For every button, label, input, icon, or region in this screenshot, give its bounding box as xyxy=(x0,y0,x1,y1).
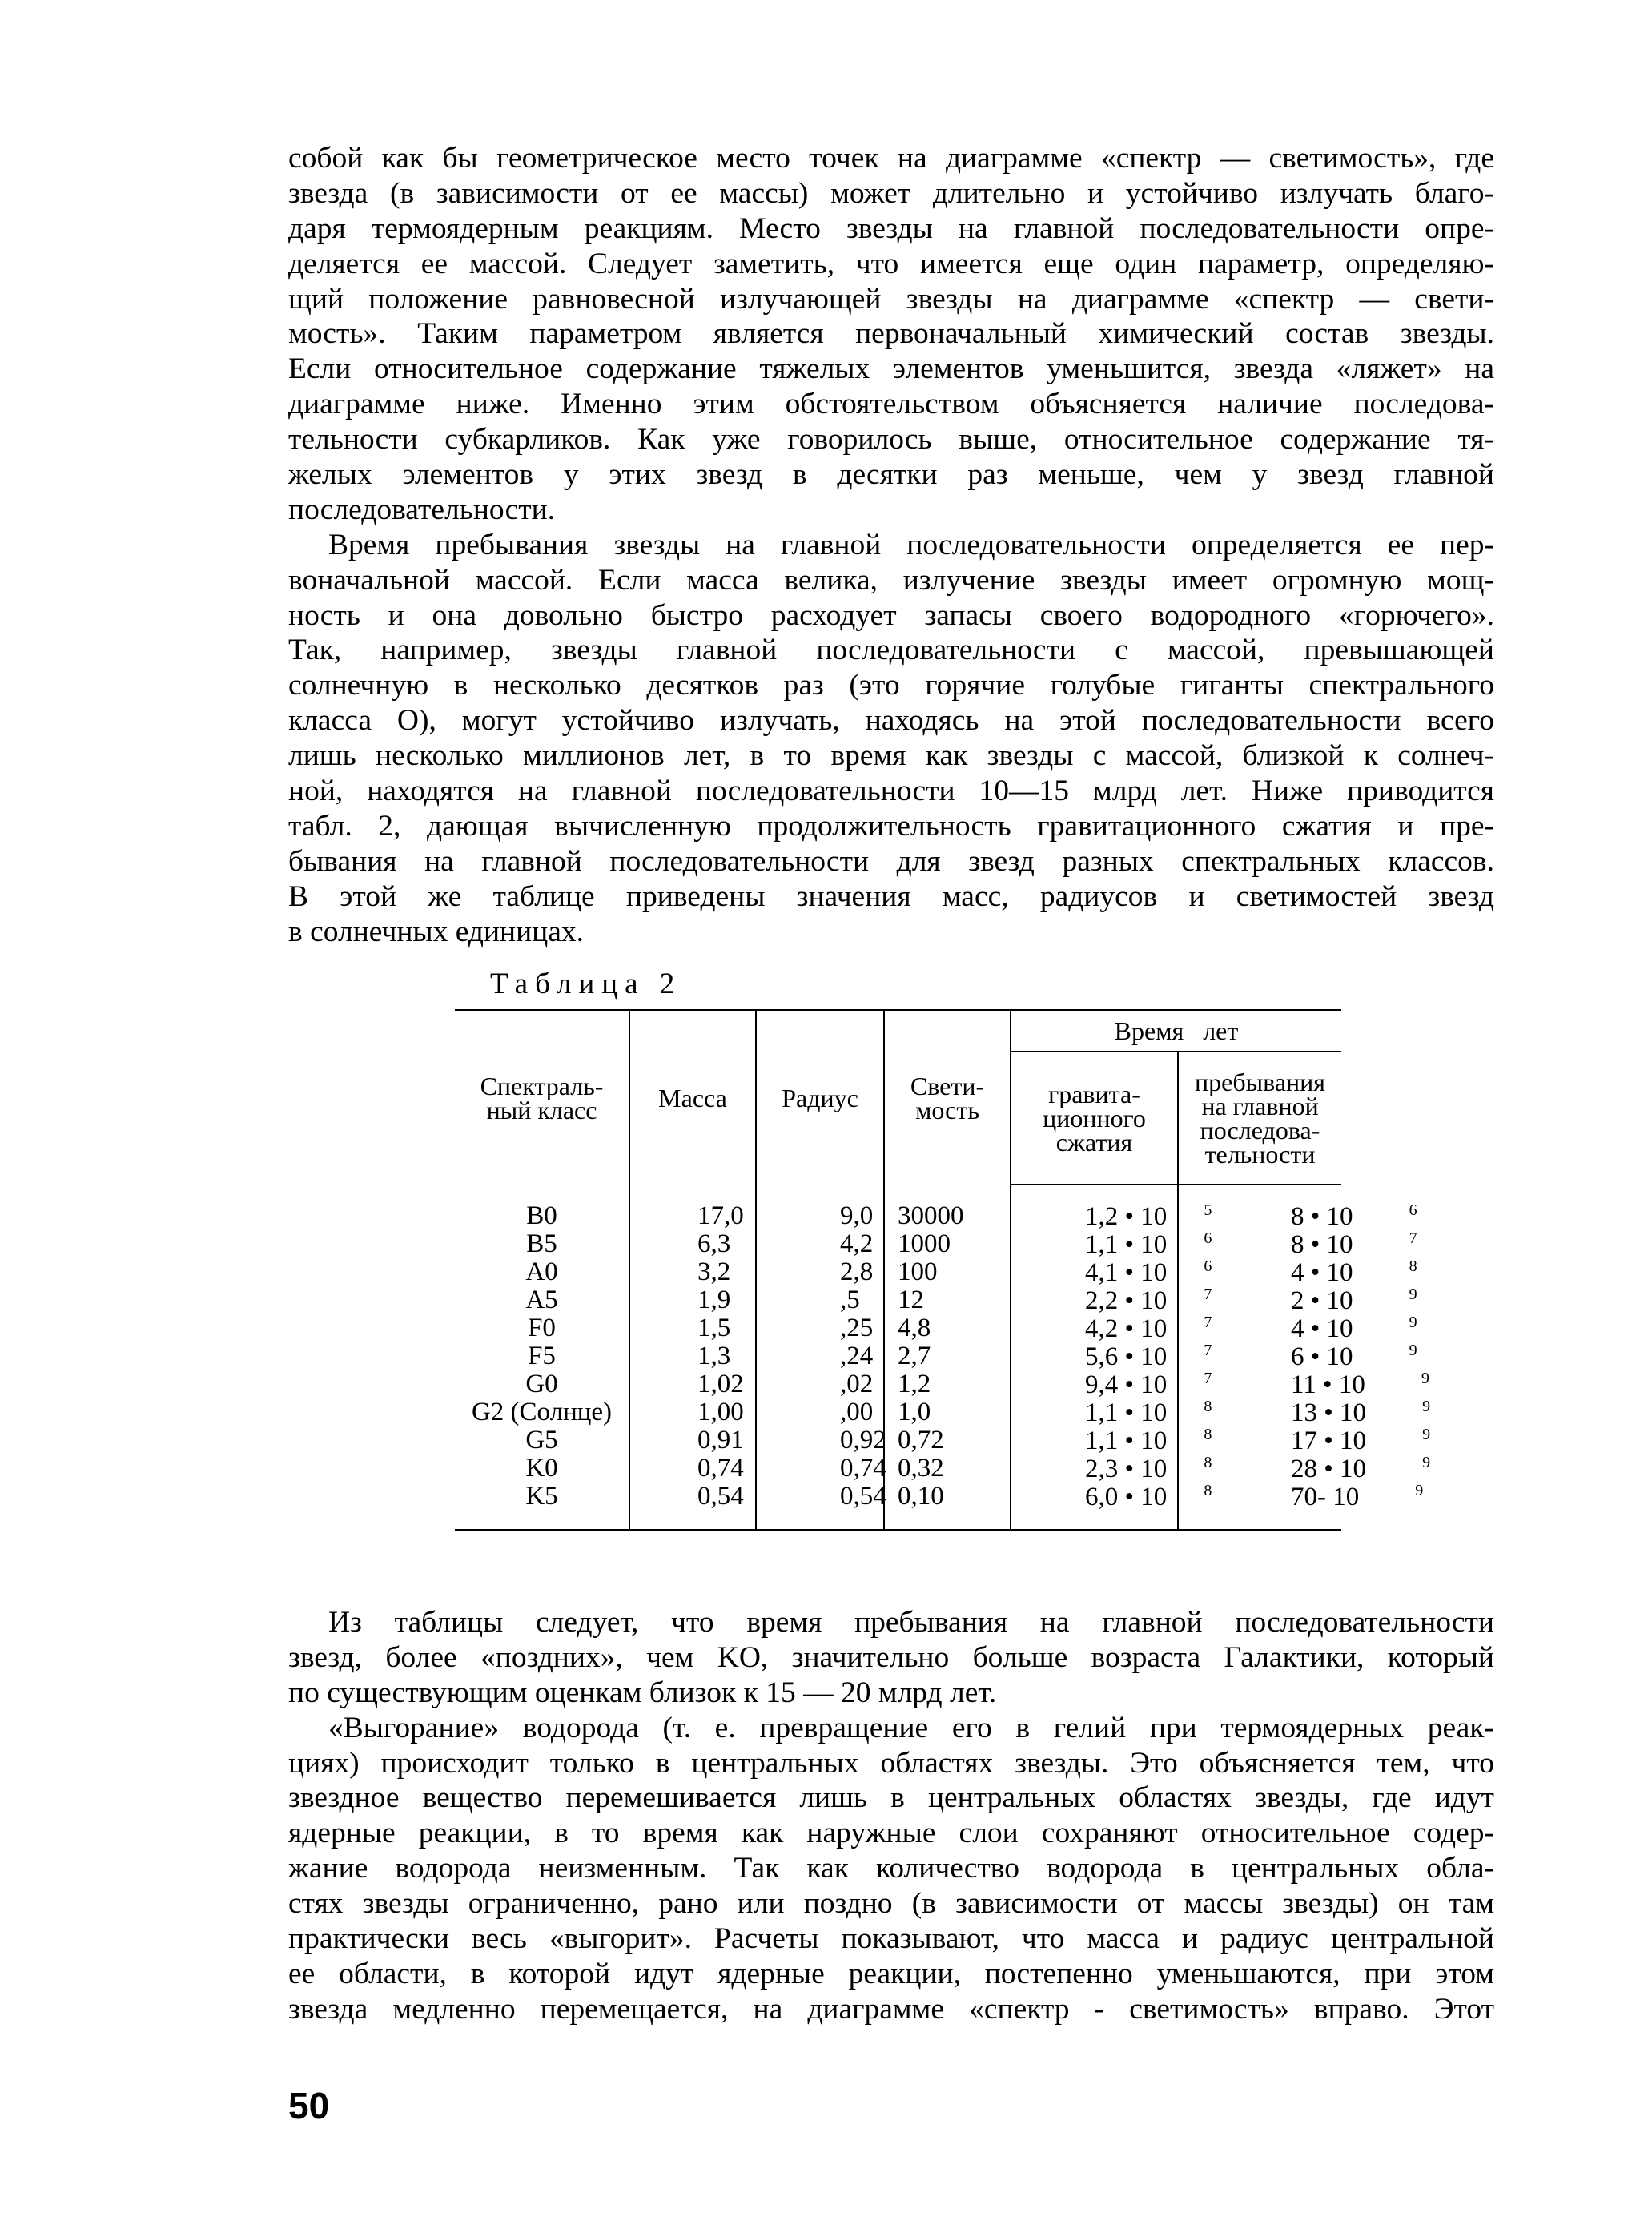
text-line: табл. 2, дающая вычисленную продолжительность гравитационного сжатия и пре- xyxy=(288,809,1494,843)
table-cell: 4,2 xyxy=(840,1229,874,1258)
table-caption: Таблица 2 xyxy=(490,968,682,1000)
header-main-sequence: пребывания на главной последова- тельности xyxy=(1178,1052,1341,1185)
table-cell: 4 • 10 $^8$ xyxy=(1291,1257,1417,1287)
text-line: звездное вещество перемешивается лишь в центральных областях звезды, где идут xyxy=(288,1781,1494,1815)
table-cell: 0,74 xyxy=(840,1454,886,1483)
table-cell: ,5 xyxy=(840,1285,860,1314)
header-luminosity: Свети- мость xyxy=(884,1010,1011,1185)
body-text-top xyxy=(288,141,1494,949)
table-cell: 0,54 xyxy=(697,1482,744,1511)
column-radius xyxy=(756,1185,884,1530)
table-cell: G2 (Солнце) xyxy=(471,1398,613,1426)
text-line: ность и она довольно быстро расходует запасы своего водородного «горючего». xyxy=(288,598,1494,632)
text-line: Если относительное содержание тяжелых элементов уменьшится, звезда «ляжет» на xyxy=(288,352,1494,386)
table-cell: 8 • 10 $^6$ xyxy=(1291,1201,1417,1231)
text-line: стях звезды ограниченно, рано или поздно (в зависимости от массы звезды) он там xyxy=(288,1887,1494,1921)
text-line: солнечную в несколько десятков раз (это горячие голубые гиганты спектрального xyxy=(288,669,1494,702)
table-cell: 9,0 xyxy=(840,1201,874,1230)
table-cell: 3,2 xyxy=(697,1257,731,1286)
table-cell: 4 • 10 $^9$ xyxy=(1291,1314,1417,1343)
table-cell: 4,2 • 10 $^7$ xyxy=(1085,1314,1212,1343)
table-cell: K0 xyxy=(525,1454,558,1483)
table-cell: ,24 xyxy=(840,1342,874,1370)
text-line: звезда (в зависимости от ее массы) может длительно и устойчиво излучать благо- xyxy=(288,176,1494,210)
table-cell: 1,3 xyxy=(697,1342,731,1370)
table-cell: 1,1 • 10 $^6$ xyxy=(1085,1229,1212,1259)
table-cell: 1,9 xyxy=(697,1285,731,1314)
table-cell: 0,91 xyxy=(697,1426,744,1454)
text-line: «Выгорание» водорода (т. е. превращение его в гелий при термоядерных реак- xyxy=(328,1711,1494,1744)
table-cell: G5 xyxy=(525,1426,558,1454)
column-gravitational-contraction xyxy=(1011,1185,1212,1530)
column-luminosity xyxy=(884,1185,1011,1530)
header-radius: Радиус xyxy=(756,1010,884,1185)
header-mass: Масса xyxy=(629,1010,756,1185)
text-line: звезд, более «поздних», чем KO, значительно больше возраста Галактики, который xyxy=(288,1640,1494,1674)
table-cell: 1,1 • 10 $^8$ xyxy=(1085,1426,1212,1455)
table-cell: 4,1 • 10 $^6$ xyxy=(1085,1257,1212,1287)
table-cell: 1,1 • 10 $^8$ xyxy=(1085,1398,1212,1427)
text-line: в солнечных единицах. xyxy=(288,915,584,948)
star-parameters-table xyxy=(455,1009,1431,1531)
text-line: желых элементов у этих звезд в десятки раз меньше, чем у звезд главной xyxy=(288,458,1494,492)
table-cell: A5 xyxy=(525,1285,558,1314)
text-line: практически весь «выгорит». Расчеты показывают, что масса и радиус центральной xyxy=(288,1922,1494,1956)
table-cell: 1,2 xyxy=(898,1370,931,1398)
table-cell: 13 • 10 $^9$ xyxy=(1291,1398,1431,1427)
text-line: класса О), могут устойчиво излучать, находясь на этой последовательности всего xyxy=(288,704,1494,738)
text-line: бывания на главной последовательности для звезд разных спектральных классов. xyxy=(288,844,1494,878)
table-cell: ,00 xyxy=(840,1398,874,1426)
text-line: циях) происходит только в центральных областях звезды. Это объясняется тем, что xyxy=(288,1746,1494,1780)
table-cell: 17,0 xyxy=(697,1201,744,1230)
table-cell: 2,8 xyxy=(840,1257,874,1286)
table-cell: 6,0 • 10 $^8$ xyxy=(1085,1482,1212,1511)
paragraph xyxy=(288,141,1494,528)
table-cell: ,02 xyxy=(840,1370,874,1398)
table-cell: A0 xyxy=(525,1257,558,1286)
text-line: лишь несколько миллионов лет, в то время как звезды с массой, близкой к солнеч- xyxy=(288,739,1494,773)
text-line: мость». Таким параметром является первоначальный химический состав звезды. xyxy=(288,317,1494,351)
text-line: щий положение равновесной излучающей звезды на диаграмме «спектр — свети- xyxy=(288,282,1494,316)
table-cell: 0,32 xyxy=(898,1454,944,1483)
paragraph xyxy=(288,1711,1494,2027)
table-cell: 6 • 10 $^9$ xyxy=(1291,1342,1417,1371)
text-line: ной, находятся на главной последовательности 10—15 млрд лет. Ниже приводится xyxy=(288,775,1494,808)
text-line: диаграмме ниже. Именно этим обстоятельством объясняется наличие последова- xyxy=(288,388,1494,421)
table-cell: 30000 xyxy=(898,1201,964,1230)
table-cell: 2,2 • 10 $^7$ xyxy=(1085,1285,1212,1315)
table-cell: 11 • 10 $^9$ xyxy=(1291,1370,1429,1399)
table-cell: 2,3 • 10 $^8$ xyxy=(1085,1454,1212,1483)
table-cell: 100 xyxy=(898,1257,938,1286)
table-cell: K5 xyxy=(525,1482,558,1511)
table-cell: 8 • 10 $^7$ xyxy=(1291,1229,1417,1259)
header-spectral-class: Спектраль- ный класс xyxy=(455,1010,629,1185)
table-cell: 0,92 xyxy=(840,1426,886,1454)
table-cell: 1,0 xyxy=(898,1398,931,1426)
text-line: даря термоядерным реакциям. Место звезды на главной последовательности опре- xyxy=(288,211,1494,245)
table-cell: ,25 xyxy=(840,1314,874,1342)
table-cell: 12 xyxy=(898,1285,924,1314)
table-cell: B5 xyxy=(526,1229,557,1258)
body-text-bottom xyxy=(288,1605,1494,2027)
table-cell: F0 xyxy=(528,1314,556,1342)
table-cell: 0,54 xyxy=(840,1482,886,1511)
header-time-group: Время лет xyxy=(1011,1010,1341,1052)
text-line: Время пребывания звезды на главной последовательности определяется ее пер- xyxy=(328,528,1494,561)
page-number: 50 xyxy=(288,2085,330,2126)
table-cell: 5,6 • 10 $^7$ xyxy=(1085,1342,1212,1371)
table-cell: 2 • 10 $^9$ xyxy=(1291,1285,1417,1315)
column-mass xyxy=(629,1185,756,1530)
table-cell: G0 xyxy=(525,1370,558,1398)
table-cell: 2,7 xyxy=(898,1342,931,1370)
table-cell: 17 • 10 $^9$ xyxy=(1291,1426,1431,1455)
text-line: звезда медленно перемещается, на диаграмме «спектр - светимость» вправо. Этот xyxy=(288,1992,1494,2026)
table-cell: 1,5 xyxy=(697,1314,731,1342)
text-line: жание водорода неизменным. Так как количество водорода в центральных обла- xyxy=(288,1852,1494,1885)
paragraph xyxy=(288,1605,1494,1711)
table-cell: 1,2 • 10 $^5$ xyxy=(1085,1201,1212,1231)
text-line: по существующим оценкам близок к 15 — 20 млрд лет. xyxy=(288,1676,997,1709)
text-line: деляется ее массой. Следует заметить, что имеется еще один параметр, определяю- xyxy=(288,247,1494,280)
table-cell: B0 xyxy=(526,1201,557,1230)
table-cell: 70- 10 $^9$ xyxy=(1291,1482,1424,1511)
header-gravitational-contraction: гравита- ционного сжатия xyxy=(1011,1052,1178,1185)
column-spectral-class xyxy=(455,1185,629,1530)
table-cell: 1000 xyxy=(898,1229,951,1258)
text-line: последовательности. xyxy=(288,493,556,526)
paragraph xyxy=(288,528,1494,950)
table-cell: 0,10 xyxy=(898,1482,944,1511)
text-line: воначальной массой. Если масса велика, излучение звезды имеет огромную мощ- xyxy=(288,563,1494,597)
text-line: ее области, в которой идут ядерные реакции, постепенно уменьшаются, при этом xyxy=(288,1957,1494,1990)
table-cell: 6,3 xyxy=(697,1229,731,1258)
text-line: Так, например, звезды главной последовательности с массой, превышающей xyxy=(288,634,1494,667)
text-line: ядерные реакции, в то время как наружные слои сохраняют относительное содер- xyxy=(288,1817,1494,1850)
table-cell: 1,00 xyxy=(697,1398,744,1426)
table-cell: 0,74 xyxy=(697,1454,744,1483)
table-cell: 4,8 xyxy=(898,1314,931,1342)
text-line: тельности субкарликов. Как уже говорилось выше, относительное содержание тя- xyxy=(288,423,1494,457)
table-cell: F5 xyxy=(528,1342,556,1370)
text-line: собой как бы геометрическое место точек на диаграмме «спектр — светимость», где xyxy=(288,142,1494,175)
table-cell: 1,02 xyxy=(697,1370,744,1398)
text-line: Из таблицы следует, что время пребывания на главной последовательности xyxy=(328,1606,1494,1639)
table-cell: 28 • 10 $^9$ xyxy=(1291,1454,1431,1483)
table-cell: 9,4 • 10 $^7$ xyxy=(1085,1370,1212,1399)
table-cell: 0,72 xyxy=(898,1426,944,1454)
text-line: В этой же таблице приведены значения масс, радиусов и светимостей звезд xyxy=(288,879,1494,913)
